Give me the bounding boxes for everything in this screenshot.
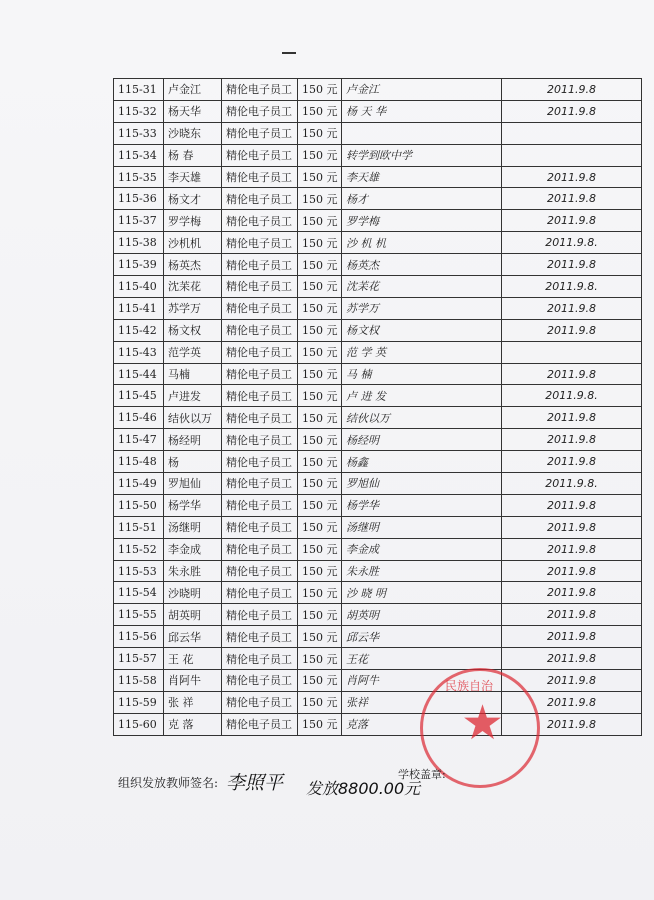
row-date: 2011.9.8	[502, 363, 642, 385]
row-signature: 苏学万	[342, 297, 502, 319]
table-row	[114, 582, 642, 604]
row-signature: 沈苿花	[342, 276, 502, 298]
row-date: 2011.9.8	[502, 582, 642, 604]
row-unit: 精伦电子员工	[222, 319, 298, 341]
table-row	[114, 144, 642, 166]
table-row	[114, 691, 642, 713]
row-name: 马楠	[164, 363, 222, 385]
row-date: 2011.9.8	[502, 604, 642, 626]
row-signature: 转学到欧中学	[342, 144, 502, 166]
row-date: 2011.9.8	[502, 516, 642, 538]
row-signature: 马 楠	[342, 363, 502, 385]
row-unit: 精伦电子员工	[222, 691, 298, 713]
row-date: 2011.9.8	[502, 297, 642, 319]
row-signature: 朱永胜	[342, 560, 502, 582]
row-amount: 150 元	[298, 451, 342, 473]
row-id: 115-51	[114, 516, 164, 538]
row-date	[502, 144, 642, 166]
table-row	[114, 429, 642, 451]
row-name: 汤继明	[164, 516, 222, 538]
row-id: 115-54	[114, 582, 164, 604]
row-id: 115-35	[114, 166, 164, 188]
row-amount: 150 元	[298, 713, 342, 735]
table-row	[114, 210, 642, 232]
row-id: 115-47	[114, 429, 164, 451]
row-amount: 150 元	[298, 626, 342, 648]
row-id: 115-56	[114, 626, 164, 648]
row-signature: 卢 进 发	[342, 385, 502, 407]
row-amount: 150 元	[298, 516, 342, 538]
row-unit: 精伦电子员工	[222, 188, 298, 210]
row-signature: 结伙以万	[342, 407, 502, 429]
teacher-signature-label: 组织发放教师签名:	[118, 776, 219, 790]
row-date: 2011.9.8	[502, 429, 642, 451]
row-amount: 150 元	[298, 670, 342, 692]
row-id: 115-36	[114, 188, 164, 210]
row-unit: 精伦电子员工	[222, 582, 298, 604]
row-date: 2011.9.8	[502, 560, 642, 582]
row-unit: 精伦电子员工	[222, 604, 298, 626]
row-unit: 精伦电子员工	[222, 713, 298, 735]
row-name: 朱永胜	[164, 560, 222, 582]
row-amount: 150 元	[298, 538, 342, 560]
header-mark	[282, 52, 296, 54]
table-row	[114, 166, 642, 188]
row-amount: 150 元	[298, 604, 342, 626]
row-name: 肖阿牛	[164, 670, 222, 692]
row-unit: 精伦电子员工	[222, 341, 298, 363]
row-id: 115-39	[114, 254, 164, 276]
row-name: 杨文才	[164, 188, 222, 210]
row-signature: 杨 天 华	[342, 100, 502, 122]
row-amount: 150 元	[298, 100, 342, 122]
table-row	[114, 626, 642, 648]
row-unit: 精伦电子员工	[222, 232, 298, 254]
row-date: 2011.9.8	[502, 538, 642, 560]
row-date: 2011.9.8	[502, 691, 642, 713]
row-name: 卢进发	[164, 385, 222, 407]
row-name: 结伙以万	[164, 407, 222, 429]
row-unit: 精伦电子员工	[222, 560, 298, 582]
row-name: 克 落	[164, 713, 222, 735]
row-unit: 精伦电子员工	[222, 122, 298, 144]
row-id: 115-60	[114, 713, 164, 735]
row-id: 115-53	[114, 560, 164, 582]
row-name: 沙机机	[164, 232, 222, 254]
row-name: 杨英杰	[164, 254, 222, 276]
row-unit: 精伦电子员工	[222, 144, 298, 166]
row-amount: 150 元	[298, 691, 342, 713]
row-amount: 150 元	[298, 276, 342, 298]
row-date: 2011.9.8	[502, 407, 642, 429]
row-name: 杨经明	[164, 429, 222, 451]
table-row	[114, 407, 642, 429]
table-row	[114, 713, 642, 735]
row-amount: 150 元	[298, 122, 342, 144]
row-signature: 李金成	[342, 538, 502, 560]
row-id: 115-49	[114, 473, 164, 495]
row-amount: 150 元	[298, 79, 342, 101]
row-signature: 克落	[342, 713, 502, 735]
row-name: 杨天华	[164, 100, 222, 122]
row-name: 杨	[164, 451, 222, 473]
row-unit: 精伦电子员工	[222, 297, 298, 319]
row-signature: 杨鑫	[342, 451, 502, 473]
table-row	[114, 385, 642, 407]
row-unit: 精伦电子员工	[222, 670, 298, 692]
row-amount: 150 元	[298, 297, 342, 319]
row-name: 杨 春	[164, 144, 222, 166]
row-unit: 精伦电子员工	[222, 473, 298, 495]
row-date: 2011.9.8	[502, 188, 642, 210]
row-signature: 杨才	[342, 188, 502, 210]
row-unit: 精伦电子员工	[222, 429, 298, 451]
row-signature: 邱云华	[342, 626, 502, 648]
row-amount: 150 元	[298, 473, 342, 495]
row-id: 115-52	[114, 538, 164, 560]
row-unit: 精伦电子员工	[222, 516, 298, 538]
row-signature: 杨英杰	[342, 254, 502, 276]
row-date: 2011.9.8	[502, 100, 642, 122]
row-signature: 罗旭仙	[342, 473, 502, 495]
row-unit: 精伦电子员工	[222, 451, 298, 473]
footer	[118, 770, 638, 810]
row-id: 115-58	[114, 670, 164, 692]
row-id: 115-41	[114, 297, 164, 319]
row-amount: 150 元	[298, 560, 342, 582]
row-date: 2011.9.8.	[502, 473, 642, 495]
seal-text: 民族自治	[445, 679, 494, 693]
total-amount: 发放8800.00元	[306, 779, 421, 798]
row-id: 115-38	[114, 232, 164, 254]
row-amount: 150 元	[298, 385, 342, 407]
table-row	[114, 188, 642, 210]
table-row	[114, 319, 642, 341]
row-unit: 精伦电子员工	[222, 100, 298, 122]
row-amount: 150 元	[298, 254, 342, 276]
row-signature: 张祥	[342, 691, 502, 713]
row-id: 115-48	[114, 451, 164, 473]
row-date: 2011.9.8	[502, 713, 642, 735]
row-date: 2011.9.8	[502, 210, 642, 232]
row-id: 115-43	[114, 341, 164, 363]
row-amount: 150 元	[298, 188, 342, 210]
row-id: 115-32	[114, 100, 164, 122]
row-unit: 精伦电子员工	[222, 166, 298, 188]
seal-label: 学校盖章:	[398, 768, 446, 781]
row-amount: 150 元	[298, 648, 342, 670]
row-unit: 精伦电子员工	[222, 363, 298, 385]
row-date: 2011.9.8	[502, 626, 642, 648]
row-id: 115-59	[114, 691, 164, 713]
row-amount: 150 元	[298, 582, 342, 604]
row-date: 2011.9.8	[502, 79, 642, 101]
table-row	[114, 79, 642, 101]
row-signature: 罗学梅	[342, 210, 502, 232]
row-name: 杨文权	[164, 319, 222, 341]
row-id: 115-57	[114, 648, 164, 670]
row-name: 王 花	[164, 648, 222, 670]
row-id: 115-55	[114, 604, 164, 626]
row-unit: 精伦电子员工	[222, 407, 298, 429]
row-date: 2011.9.8	[502, 670, 642, 692]
table-row	[114, 560, 642, 582]
row-amount: 150 元	[298, 494, 342, 516]
row-unit: 精伦电子员工	[222, 494, 298, 516]
row-date: 2011.9.8.	[502, 276, 642, 298]
row-amount: 150 元	[298, 232, 342, 254]
row-id: 115-34	[114, 144, 164, 166]
row-name: 张 祥	[164, 691, 222, 713]
seal-star-icon: ★	[461, 695, 505, 751]
row-unit: 精伦电子员工	[222, 210, 298, 232]
row-date: 2011.9.8	[502, 451, 642, 473]
row-date: 2011.9.8	[502, 166, 642, 188]
row-name: 罗学梅	[164, 210, 222, 232]
row-amount: 150 元	[298, 429, 342, 451]
row-unit: 精伦电子员工	[222, 79, 298, 101]
table-row	[114, 100, 642, 122]
row-signature: 胡英明	[342, 604, 502, 626]
row-signature: 杨文权	[342, 319, 502, 341]
table-row	[114, 276, 642, 298]
row-signature	[342, 122, 502, 144]
table-row	[114, 538, 642, 560]
row-signature: 李天雄	[342, 166, 502, 188]
row-id: 115-40	[114, 276, 164, 298]
row-signature: 杨经明	[342, 429, 502, 451]
roster-table	[113, 78, 642, 736]
row-date: 2011.9.8.	[502, 232, 642, 254]
row-name: 沙晓东	[164, 122, 222, 144]
row-id: 115-46	[114, 407, 164, 429]
row-amount: 150 元	[298, 407, 342, 429]
roster-body	[114, 79, 642, 736]
row-id: 115-45	[114, 385, 164, 407]
row-date: 2011.9.8	[502, 319, 642, 341]
table-row	[114, 341, 642, 363]
table-row	[114, 297, 642, 319]
row-name: 杨学华	[164, 494, 222, 516]
row-signature: 汤继明	[342, 516, 502, 538]
row-id: 115-33	[114, 122, 164, 144]
row-amount: 150 元	[298, 341, 342, 363]
row-signature: 范 学 英	[342, 341, 502, 363]
row-name: 胡英明	[164, 604, 222, 626]
row-signature: 沙 机 机	[342, 232, 502, 254]
row-unit: 精伦电子员工	[222, 276, 298, 298]
row-unit: 精伦电子员工	[222, 538, 298, 560]
row-unit: 精伦电子员工	[222, 254, 298, 276]
row-signature: 王花	[342, 648, 502, 670]
row-id: 115-50	[114, 494, 164, 516]
row-name: 沙晓明	[164, 582, 222, 604]
row-amount: 150 元	[298, 144, 342, 166]
table-row	[114, 516, 642, 538]
row-name: 卢金江	[164, 79, 222, 101]
row-date: 2011.9.8	[502, 494, 642, 516]
row-date	[502, 341, 642, 363]
table-row	[114, 451, 642, 473]
row-signature: 沙 晓 明	[342, 582, 502, 604]
row-signature: 卢金江	[342, 79, 502, 101]
row-amount: 150 元	[298, 210, 342, 232]
table-row	[114, 494, 642, 516]
row-unit: 精伦电子员工	[222, 648, 298, 670]
table-row	[114, 232, 642, 254]
row-name: 沈苿花	[164, 276, 222, 298]
row-date	[502, 122, 642, 144]
row-date: 2011.9.8	[502, 648, 642, 670]
row-date: 2011.9.8	[502, 254, 642, 276]
teacher-signature: 李照平	[226, 772, 284, 794]
table-row	[114, 122, 642, 144]
row-id: 115-44	[114, 363, 164, 385]
row-signature: 肖阿牛	[342, 670, 502, 692]
row-signature: 杨学华	[342, 494, 502, 516]
row-name: 李天雄	[164, 166, 222, 188]
table-row	[114, 473, 642, 495]
row-name: 苏学万	[164, 297, 222, 319]
row-name: 罗旭仙	[164, 473, 222, 495]
row-name: 范学英	[164, 341, 222, 363]
row-amount: 150 元	[298, 166, 342, 188]
row-amount: 150 元	[298, 363, 342, 385]
row-id: 115-42	[114, 319, 164, 341]
row-id: 115-31	[114, 79, 164, 101]
row-name: 邱云华	[164, 626, 222, 648]
row-name: 李金成	[164, 538, 222, 560]
table-row	[114, 254, 642, 276]
row-unit: 精伦电子员工	[222, 626, 298, 648]
table-row	[114, 363, 642, 385]
table-row	[114, 670, 642, 692]
row-id: 115-37	[114, 210, 164, 232]
row-unit: 精伦电子员工	[222, 385, 298, 407]
table-row	[114, 604, 642, 626]
row-date: 2011.9.8.	[502, 385, 642, 407]
row-amount: 150 元	[298, 319, 342, 341]
table-row	[114, 648, 642, 670]
